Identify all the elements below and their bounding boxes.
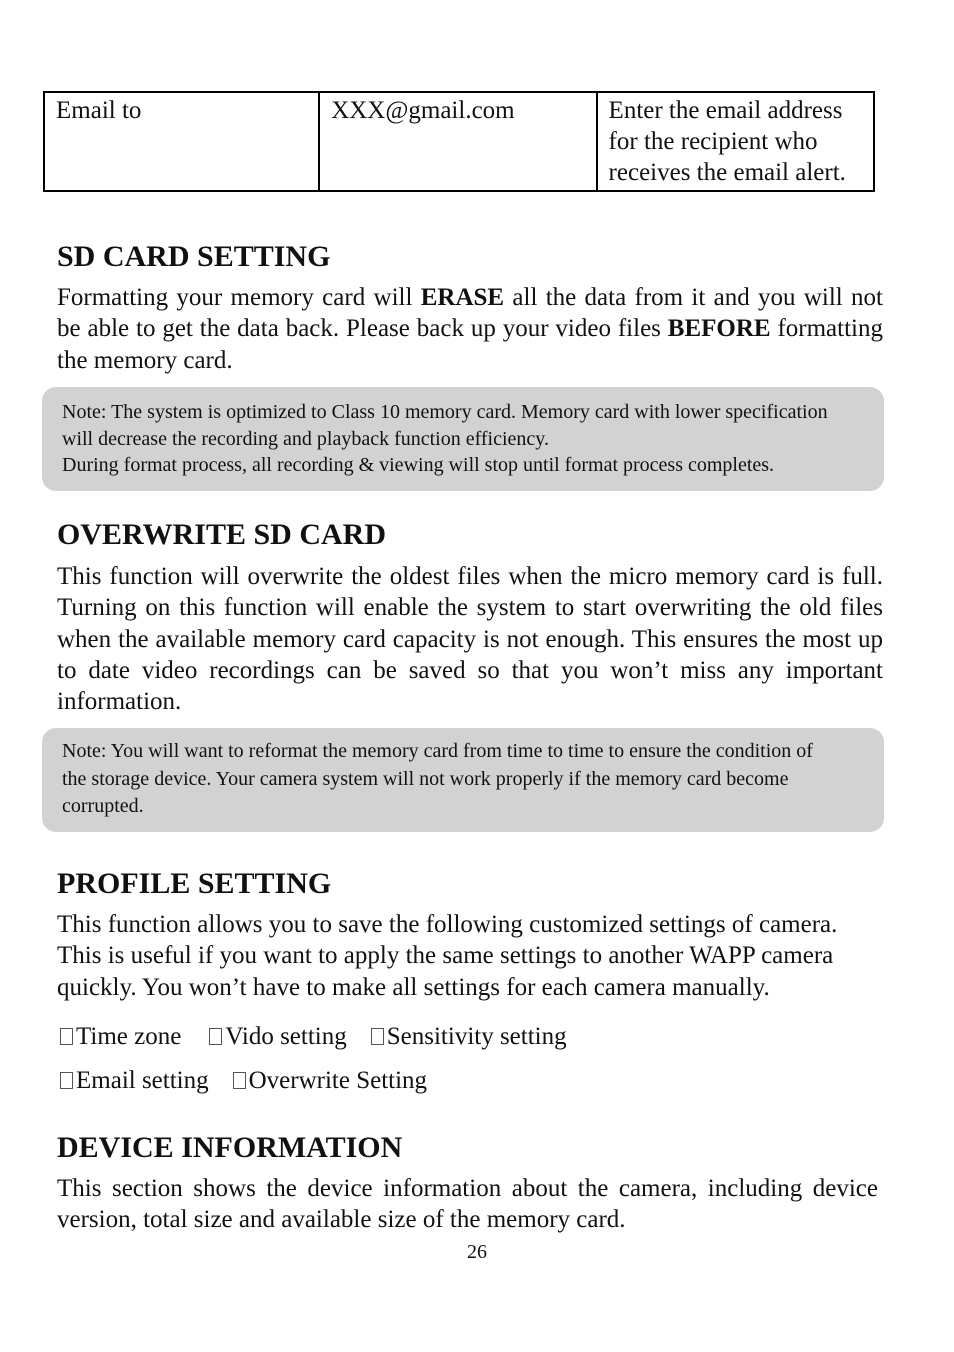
checkbox-icon[interactable]: [209, 1028, 222, 1045]
profile-options-row-1: [58, 1022, 585, 1052]
option-time-zone[interactable]: Time zone: [58, 1022, 181, 1052]
overwrite-heading: OVERWRITE SD CARD: [57, 518, 386, 551]
table-row: [44, 92, 874, 191]
profile-paragraph: This function allows you to save the following customized settings of camera. This is useful if you want to apply the same settings to another WAPP camera quickly. You won’t have to make all settings for each camera manually.: [57, 911, 838, 1001]
table-cell-description: Enter the email address for the recipient who receives the email alert.: [597, 92, 874, 191]
before-emphasis: BEFORE: [667, 315, 771, 343]
sd-card-paragraph: [57, 282, 883, 376]
sd-card-text-a: Formatting your memory card will: [57, 284, 421, 311]
device-paragraph: This section shows the device information about the camera, including device version, total size and available size of the memory card.: [57, 1175, 878, 1234]
overwrite-paragraph: This function will overwrite the oldest files when the micro memory card is full. Turning on this function will enable the system to start overwriting the old files when the available memory card capacity is not enough. This ensures the most up to date video recordings can be saved so that you won’t miss any important information.: [57, 563, 883, 716]
checkbox-icon[interactable]: [233, 1072, 246, 1089]
option-email-setting[interactable]: Email setting: [58, 1066, 209, 1096]
settings-table: [43, 91, 875, 192]
table-cell-value: XXX@gmail.com: [319, 92, 596, 191]
erase-emphasis: ERASE: [420, 284, 505, 311]
checkbox-icon[interactable]: [371, 1028, 384, 1045]
checkbox-icon[interactable]: [60, 1028, 73, 1045]
sd-card-text-c: formatting the memory card.: [57, 315, 883, 374]
table-cell-field: Email to: [44, 92, 319, 191]
page-number: 26: [467, 1241, 487, 1263]
sd-card-text-b: all the data from it and you will not be able to get the data back. Please back up your video files: [57, 284, 883, 343]
sd-card-note-line2: During format process, all recording & viewing will stop until format process completes.: [62, 454, 775, 476]
sd-card-heading: SD CARD SETTING: [57, 240, 331, 273]
sd-card-note: [42, 387, 884, 491]
device-heading: DEVICE INFORMATION: [57, 1131, 403, 1164]
profile-heading: PROFILE SETTING: [57, 867, 332, 900]
overwrite-note: [42, 728, 884, 832]
overwrite-note-text: Note: You will want to reformat the memory card from time to time to ensure the condition of the storage device. Your camera system will not work properly if the memory card become corrupted.: [62, 740, 813, 817]
profile-options-row-2: [58, 1066, 445, 1096]
sd-card-note-line1: Note: The system is optimized to Class 10 memory card. Memory card with lower specification will decrease the recording and playback function efficiency.: [62, 401, 828, 450]
option-overwrite-setting[interactable]: Overwrite Setting: [231, 1066, 427, 1096]
option-video-setting[interactable]: Vido setting: [207, 1022, 346, 1052]
option-sensitivity-setting[interactable]: Sensitivity setting: [369, 1022, 567, 1052]
checkbox-icon[interactable]: [60, 1072, 73, 1089]
